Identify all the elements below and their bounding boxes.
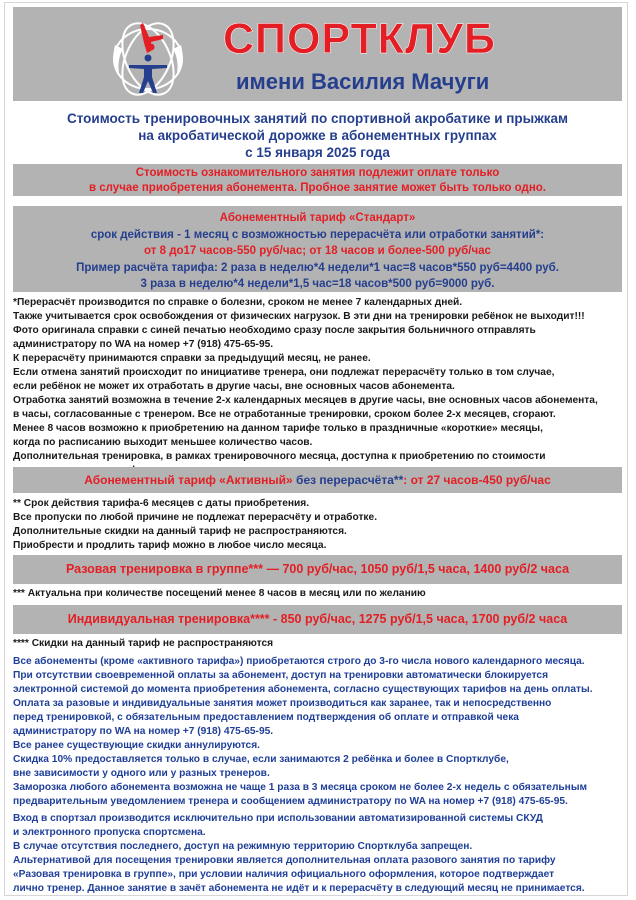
note-line: в часы, согласованные с тренером. Все не отработанные тренировки, сроком более 2-х месяцев, сгорают. (13, 409, 556, 420)
note-line: если ребёнок не может их отработать в другие часы, вне основных часов абонемента. (13, 381, 455, 392)
note-line: *Перерасчёт производится по справке о болезни, сроком не менее 7 календарных дней. (13, 297, 463, 308)
brand-subtitle: имени Василия Мачуги (236, 69, 490, 94)
trial-notice-line: в случае приобретения абонемента. Пробное занятие может быть только одно. (88, 182, 546, 194)
note-line: Менее 8 часов возможно к приобретению на данном тарифе только в праздничные «короткие» месяцы, (13, 423, 543, 434)
individual-note (13, 637, 628, 651)
note-line: администратору по WA на номер +7 (918) 475-65-95. (13, 339, 274, 350)
active-tariff-price: : от 27 часов-450 руб/час (403, 473, 551, 487)
rule-line: При отсутствии своевременной оплаты за абонемент, доступ на тренировки автоматически блокируется (13, 670, 549, 681)
standard-tariff-notes (13, 296, 628, 478)
header-banner (13, 7, 622, 101)
title-line: Стоимость тренировочных занятий по спортивной акробатике и прыжкам (66, 111, 569, 126)
individual-training-box (13, 605, 622, 634)
note-line: Отработка занятий возможна в течение 2-х календарных месяцев в другие часы, вне основных часов абонемента, (13, 395, 598, 406)
rule-line: «Разовая тренировка в группе», при условии наличия официального оформления, которое подтверждает (13, 869, 555, 880)
rule-line: электронной системой до момента приобретения абонемента, согласно существующих тарифов на день оплаты. (13, 684, 593, 695)
brand-name: СПОРТКЛУБ (223, 15, 496, 63)
single-group-note (13, 587, 628, 601)
standard-tariff-prices: от 8 до17 часов-550 руб/час; от 18 часов и более-500 руб/час (144, 245, 491, 257)
note-line: ** Срок действия тарифа-6 месяцев с даты приобретения. (13, 498, 310, 509)
standard-tariff-box (13, 206, 622, 292)
title-line: на акробатической дорожке в абонементных группах (138, 128, 497, 143)
note-line: Дополнительная тренировка, в рамках тренировочного месяца, доступна к приобретению по стоимости (13, 451, 546, 462)
standard-tariff-title: Абонементный тариф «Стандарт» (219, 212, 416, 224)
rule-line: Все абонементы (кроме «активного тарифа») приобретаются строго до 3-го числа нового календарного месяца. (13, 656, 585, 667)
note-line: **** Скидки на данный тариф не распространяются (13, 638, 274, 649)
note-line: Также учитывается срок освобождения от физических нагрузок. В эти дни на тренировки ребёнок не выходит!!! (13, 311, 585, 322)
standard-tariff-example-2: 3 раза в неделю*4 недели*1,5 час=18 часов*500 руб=9000 руб. (140, 278, 495, 290)
note-line: Приобрести и продлить тариф можно в любое число месяца. (13, 540, 327, 551)
note-line: Фото оригинала справки с синей печатью необходимо сразу после закрытия больничного отправлять (13, 325, 536, 336)
rule-line: предварительным уведомлением тренера и сообщением администратору по WA на номер +7 (918) 475-65-95. (13, 796, 568, 807)
single-group-training-price: Разовая тренировка в группе*** — 700 руб/час, 1050 руб/1,5 часа, 1400 руб/2 часа (65, 562, 570, 576)
rule-line: лично тренер. Данное занятие в зачёт абонемента не идёт и к перерасчёту в следующий месяц не принимается. (13, 883, 585, 894)
rule-line: Скидка 10% предоставляется только в случае, если занимаются 2 ребёнка и более в Спортклубе, (13, 754, 509, 765)
rule-line: Все ранее существующие скидки аннулируются. (13, 740, 260, 751)
note-line: Дополнительные скидки на данный тариф не распространяются. (13, 526, 347, 537)
note-line: когда по расписанию выходит меньшее количество часов. (13, 437, 313, 448)
note-line: Все пропуски по любой причине не подлежат перерасчёту и отработке. (13, 512, 378, 523)
active-tariff-box (13, 467, 622, 493)
standard-tariff-example-1: Пример расчёта тарифа: 2 раза в неделю*4 недели*1 час=8 часов*550 руб=4400 руб. (76, 261, 559, 274)
active-tariff-no-recalc: без перерасчёта** (292, 473, 404, 487)
rule-line: Альтернативой для посещения тренировки является дополнительная оплата разового занятия по тарифу (13, 855, 556, 866)
standard-tariff-validity: срок действия - 1 месяц с возможностью перерасчёта или отработки занятий*: (90, 228, 545, 241)
rule-line: Вход в спортзал производится исключительно при использовании автоматизированной системы СКУД (13, 813, 543, 824)
note-line: К перерасчёту принимаются справки за предыдущий месяц, не ранее. (13, 353, 371, 364)
acrobats-logo-icon (107, 15, 189, 99)
note-line: *** Актуальна при количестве посещений менее 8 часов в месяц или по желанию (13, 588, 426, 599)
title-line: с 15 января 2025 года (245, 145, 390, 160)
rule-line: Оплата за разовые и индивидуальные занятия может производиться как заранее, так и непосредственно (13, 698, 552, 709)
payment-rules (13, 655, 628, 809)
trial-notice-line: Стоимость ознакомительного занятия подлежит оплате только (135, 167, 500, 179)
access-rules (13, 812, 628, 896)
rule-line: администратору по WA на номер +7 (918) 475-65-95. (13, 726, 274, 737)
rule-line: Заморозка любого абонемента возможна не чаще 1 раза в 3 месяца сроком не более 2-х недель с обязательным (13, 782, 588, 793)
trial-notice-box (13, 164, 622, 196)
note-line: Если отмена занятий происходит по инициативе тренера, они подлежат перерасчёту только в том случае, (13, 367, 555, 378)
rule-line: вне зависимости у одного или у разных тренеров. (13, 768, 270, 779)
single-group-training-box (13, 555, 622, 584)
rule-line: В случае отсутствия последнего, доступ на режимную территорию Спортклуба запрещен. (13, 841, 473, 852)
individual-training-price: Индивидуальная тренировка**** - 850 руб/час, 1275 руб/1,5 часа, 1700 руб/2 часа (67, 612, 568, 626)
active-tariff-title: Абонементный тариф «Активный» (84, 473, 293, 487)
page-title (13, 110, 622, 161)
rule-line: и электронного пропуска спортсмена. (13, 827, 206, 838)
active-tariff-notes (13, 497, 628, 553)
rule-line: перед тренировкой, с обязательным предоставлением подтверждения об оплате и отправкой чека (13, 712, 519, 723)
